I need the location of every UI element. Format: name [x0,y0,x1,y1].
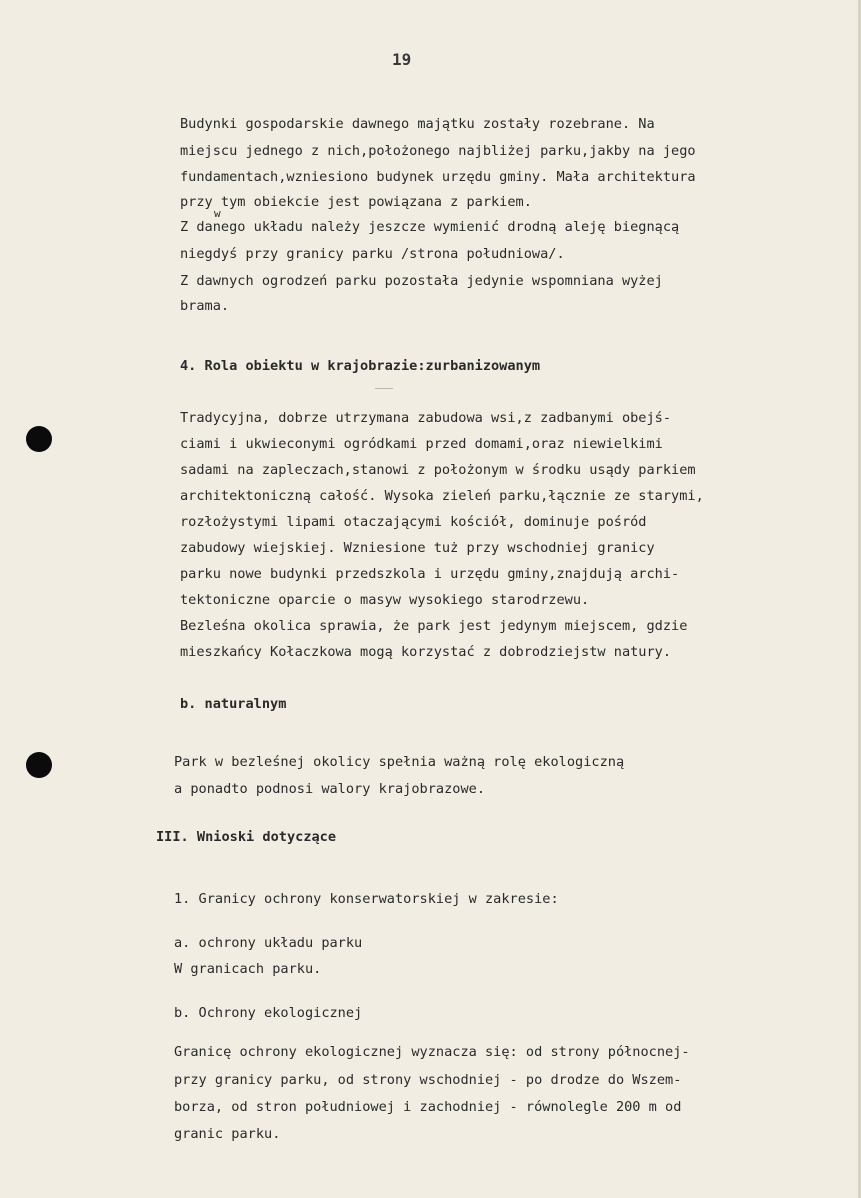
para4-line: borza, od stron południowej i zachodniej - równolegle 200 m od [174,1099,682,1115]
item-b: b. Ochrony ekologicznej [174,1005,363,1021]
section-b-heading: b. naturalnym [180,696,287,712]
para3-line: Park w bezleśnej okolicy spełnia ważną rolę ekologiczną [174,754,625,770]
section-4-heading: 4. Rola obiektu w krajobrazie:zurbanizowanym [180,358,541,374]
para2-line: tektoniczne oparcie o masyw wysokiego starodrzewu. [180,592,590,608]
para1-line: Z dawnych ogrodzeń parku pozostała jedynie wspomniana wyżej [180,273,663,289]
para3-line: a ponadto podnosi walory krajobrazowe. [174,781,485,797]
para2-line: parku nowe budynki przedszkola i urzędu gminy,znajdują archi- [180,566,680,582]
para2-line: mieszkańcy Kołaczkowa mogą korzystać z dobrodziejstw natury. [180,644,672,660]
para1-line: brama. [180,298,230,314]
page-number: 19 [392,50,412,69]
para2-line: ciami i ukwieconymi ogródkami przed domami,oraz niewielkimi [180,436,663,452]
para1-line: niegdyś przy granicy parku /strona południowa/. [180,246,565,262]
item-a-line: a. ochrony układu parku [174,935,363,951]
para4-line: Granicę ochrony ekologicznej wyznacza się: od strony północnej- [174,1044,690,1060]
para4-line: granic parku. [174,1126,281,1142]
para2-line: sadami na zapleczach,stanowi z położonym w środku usądy parkiem [180,462,696,478]
punch-hole-bottom [26,752,52,778]
para2-line: Tradycyjna, dobrze utrzymana zabudowa wsi,z zadbanymi obejś- [180,410,672,426]
para1-line: miejscu jednego z nich,położonego najbliżej parku,jakby na jego [180,143,696,159]
para4-line: przy granicy parku, od strony wschodniej - po drodze do Wszem- [174,1072,682,1088]
inserted-letter: w [214,207,221,220]
para1-line: fundamentach,wzniesiono budynek urzędu gminy. Mała architektura [180,169,696,185]
para2-line: rozłożystymi lipami otaczającymi kościół, dominuje pośród [180,514,647,530]
page-mark [375,388,393,389]
section-3-heading: III. Wnioski dotyczące [156,829,337,845]
para1-line: Budynki gospodarskie dawnego majątku zostały rozebrane. Na [180,116,655,132]
para1-line: Z danego układu należy jeszcze wymienić drodną aleję biegnącą [180,219,680,235]
para1-line: przy tym obiekcie jest powiązana z parkiem. [180,194,532,210]
punch-hole-top [26,426,52,452]
para2-line: zabudowy wiejskiej. Wzniesione tuż przy wschodniej granicy [180,540,655,556]
item-1: 1. Granicy ochrony konserwatorskiej w zakresie: [174,891,559,907]
para2-line: architektoniczną całość. Wysoka zieleń parku,łącznie ze starymi, [180,488,704,504]
item-a-line: W granicach parku. [174,961,322,977]
para2-line: Bezleśna okolica sprawia, że park jest jedynym miejscem, gdzie [180,618,688,634]
